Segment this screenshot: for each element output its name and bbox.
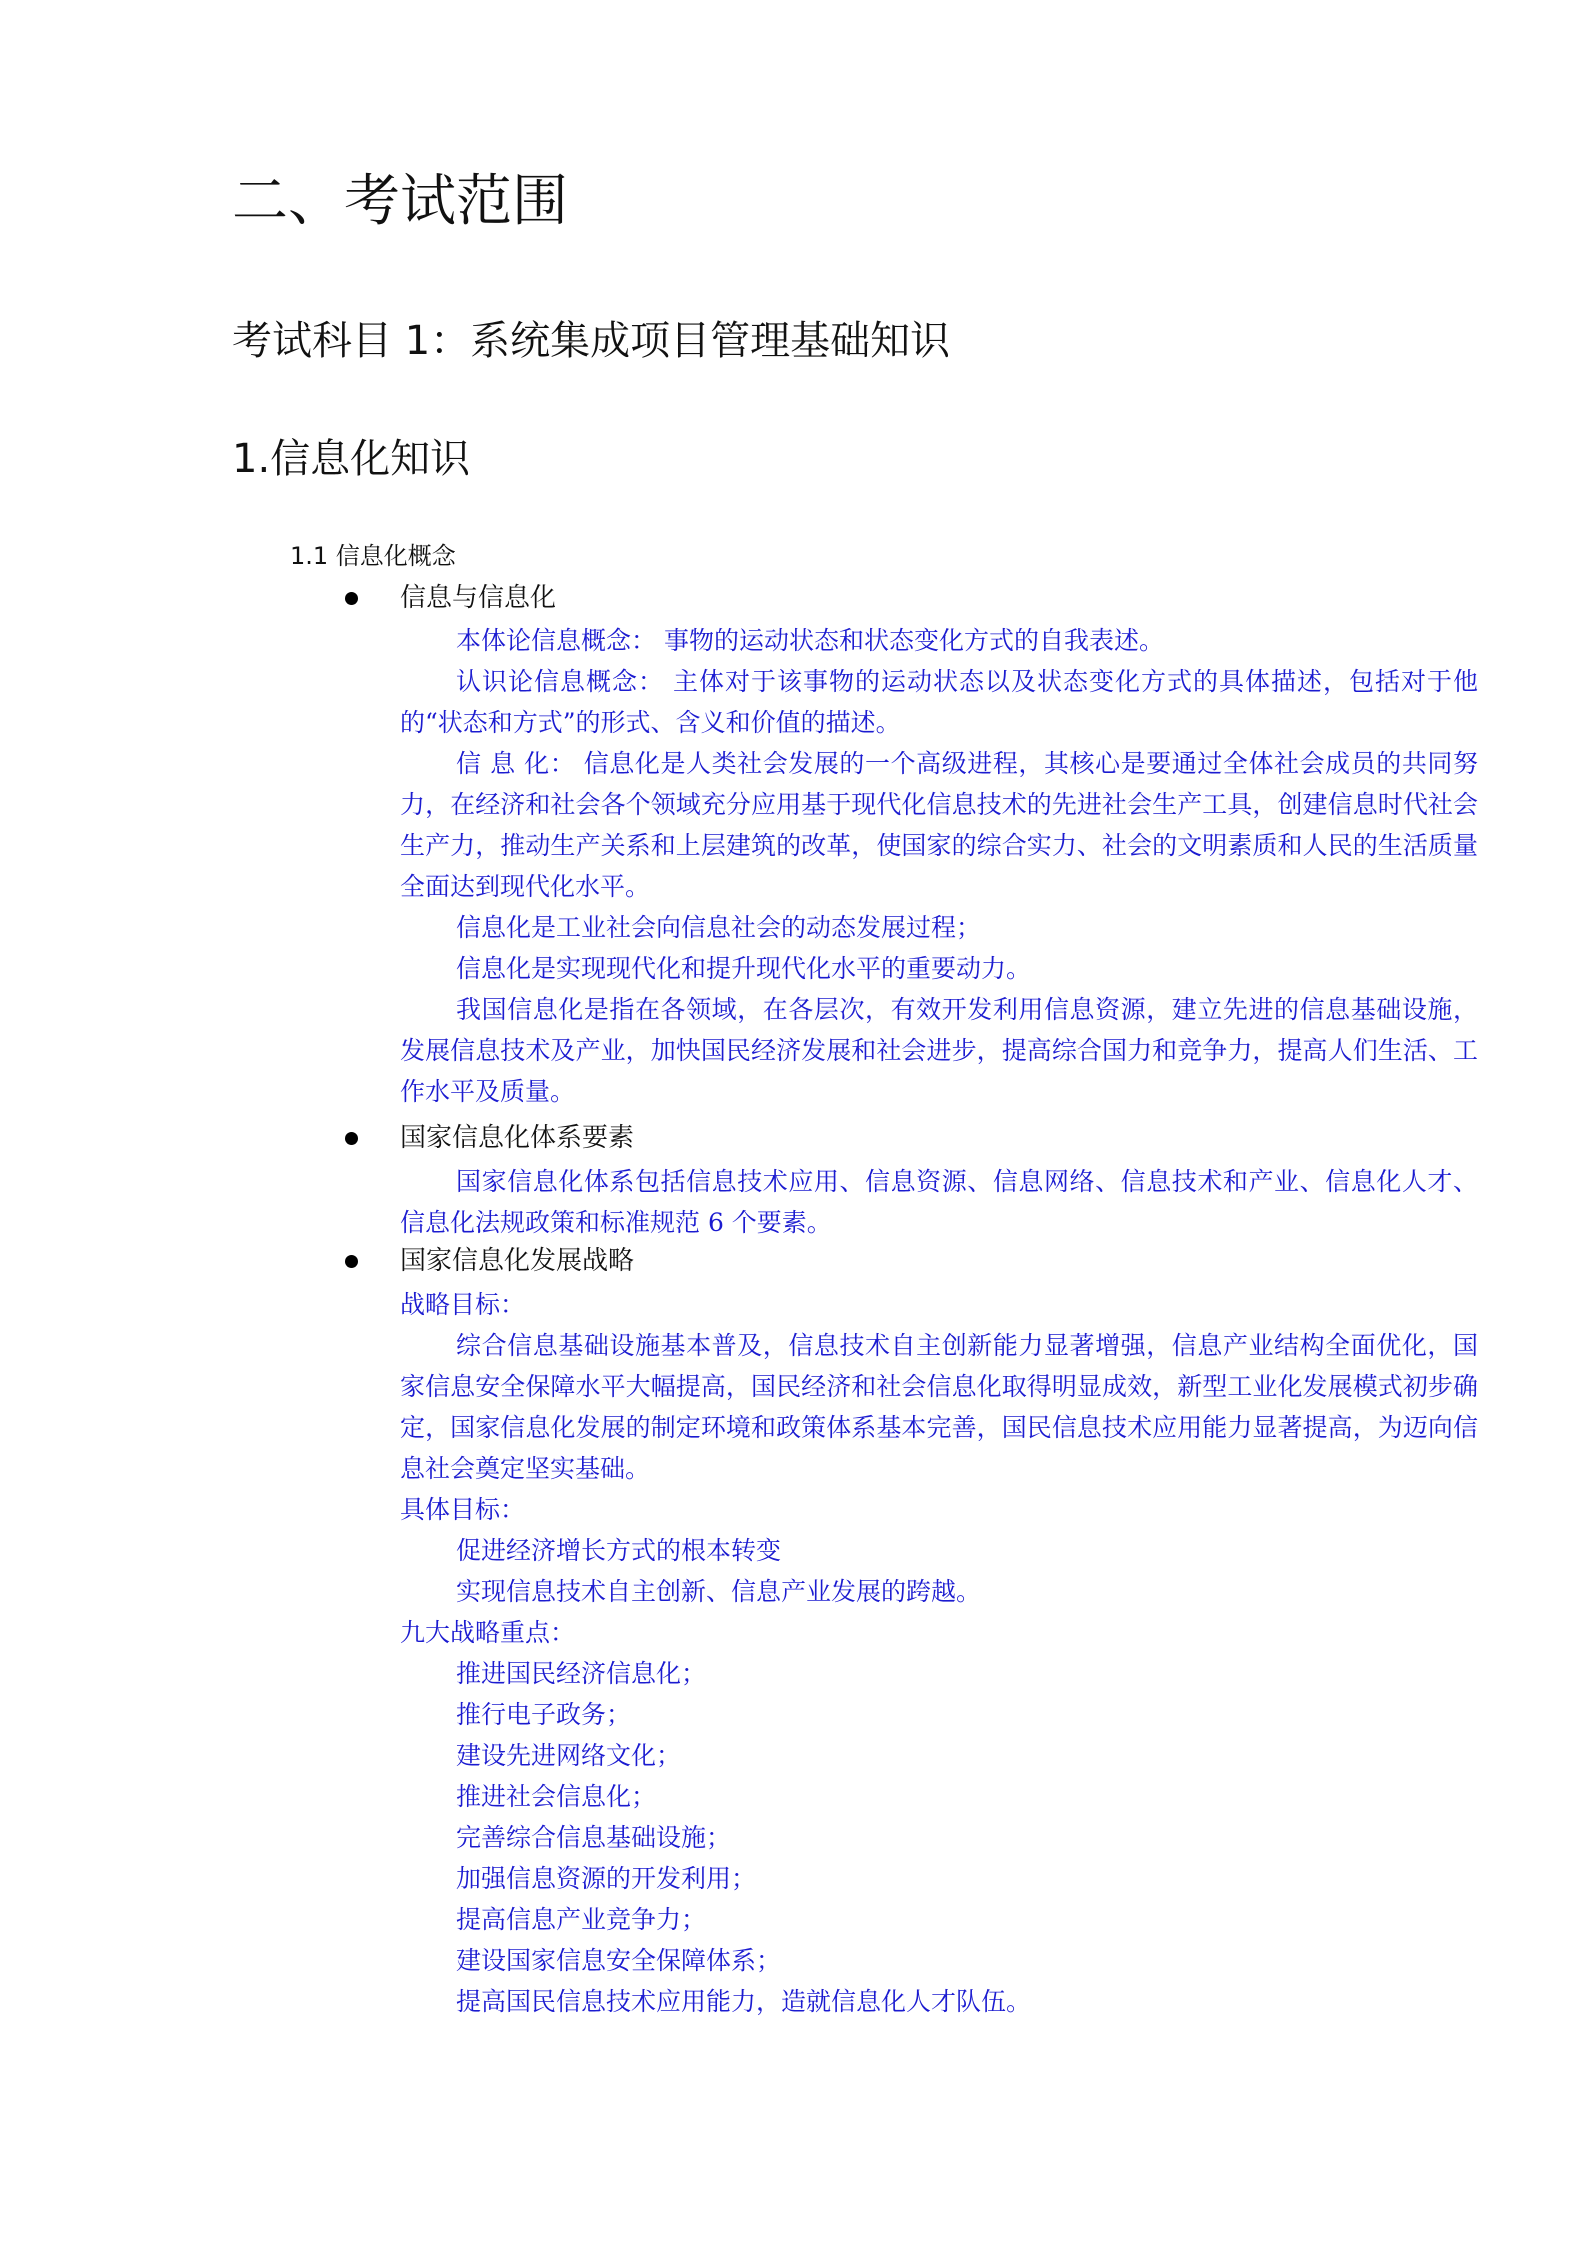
bullet-title-strategy: 国家信息化发展战略 bbox=[400, 1246, 635, 1276]
bullet-title-information: 信息与信息化 bbox=[400, 583, 557, 613]
paragraph-china-informatization: 我国信息化是指在各领域，在各层次，有效开发利用信息资源，建立先进的信息基础设施，发展信息技术及产业，加快国民经济发展和社会进步，提高综合国力和竞争力，提高人们生活、工作水平及质量。 bbox=[400, 995, 1478, 1106]
paragraph-ontology-concept: 本体论信息概念： 事物的运动状态和状态变化方式的自我表述。 bbox=[456, 626, 1164, 655]
list-item: 推进社会信息化； bbox=[456, 1782, 657, 1811]
exam-subject-heading: 考试科目 1：系统集成项目管理基础知识 bbox=[232, 318, 951, 364]
paragraph-epistemology-concept: 认识论信息概念： 主体对于该事物的运动状态以及状态变化方式的具体描述，包括对于他的“状态和方式”的形式、含义和价值的描述。 bbox=[400, 667, 1478, 737]
bullet-title-national-system: 国家信息化体系要素 bbox=[400, 1123, 635, 1153]
bullet-icon bbox=[345, 1255, 358, 1268]
strategic-goal-label: 战略目标： bbox=[400, 1290, 526, 1319]
list-item: 推行电子政务； bbox=[456, 1700, 632, 1729]
paragraph-informatization-definition: 信 息 化： 信息化是人类社会发展的一个高级进程，其核心是要通过全体社会成员的共同努力，在经济和社会各个领域充分应用基于现代化信息技术的先进社会生产工具，创建信息时代社会生产力，推动生产关系和上层建筑的改革，使国家的综合实力、社会的文明素质和人民的生活质量全面达到现代化水平。 bbox=[400, 749, 1478, 901]
chapter-heading: 1.信息化知识 bbox=[232, 436, 471, 482]
list-item: 推进国民经济信息化； bbox=[456, 1659, 707, 1688]
list-item: 加强信息资源的开发利用； bbox=[456, 1864, 757, 1893]
list-item: 实现信息技术自主创新、信息产业发展的跨越。 bbox=[456, 1577, 982, 1606]
list-item: 建设国家信息安全保障体系； bbox=[456, 1946, 782, 1975]
list-item: 促进经济增长方式的根本转变 bbox=[456, 1536, 782, 1565]
page-title: 二、考试范围 bbox=[232, 169, 568, 234]
paragraph-informatization-process: 信息化是工业社会向信息社会的动态发展过程； bbox=[456, 913, 982, 942]
list-item: 提高信息产业竞争力； bbox=[456, 1905, 707, 1934]
list-item: 完善综合信息基础设施； bbox=[456, 1823, 732, 1852]
section-heading: 1.1 信息化概念 bbox=[290, 542, 456, 570]
bullet-icon bbox=[345, 592, 358, 605]
paragraph-strategic-goal: 综合信息基础设施基本普及，信息技术自主创新能力显著增强，信息产业结构全面优化，国家信息安全保障水平大幅提高，国民经济和社会信息化取得明显成效，新型工业化发展模式初步确定，国家信息化发展的制定环境和政策体系基本完善，国民信息技术应用能力显著提高，为迈向信息社会奠定坚实基础。 bbox=[400, 1331, 1478, 1483]
paragraph-system-elements: 国家信息化体系包括信息技术应用、信息资源、信息网络、信息技术和产业、信息化人才、信息化法规政策和标准规范 6 个要素。 bbox=[400, 1167, 1478, 1237]
nine-priorities-label: 九大战略重点： bbox=[400, 1618, 576, 1647]
specific-goal-label: 具体目标： bbox=[400, 1495, 526, 1524]
list-item: 建设先进网络文化； bbox=[456, 1741, 682, 1770]
bullet-icon bbox=[345, 1132, 358, 1145]
paragraph-informatization-driver: 信息化是实现现代化和提升现代化水平的重要动力。 bbox=[456, 954, 1032, 983]
list-item: 提高国民信息技术应用能力，造就信息化人才队伍。 bbox=[456, 1987, 1032, 2016]
